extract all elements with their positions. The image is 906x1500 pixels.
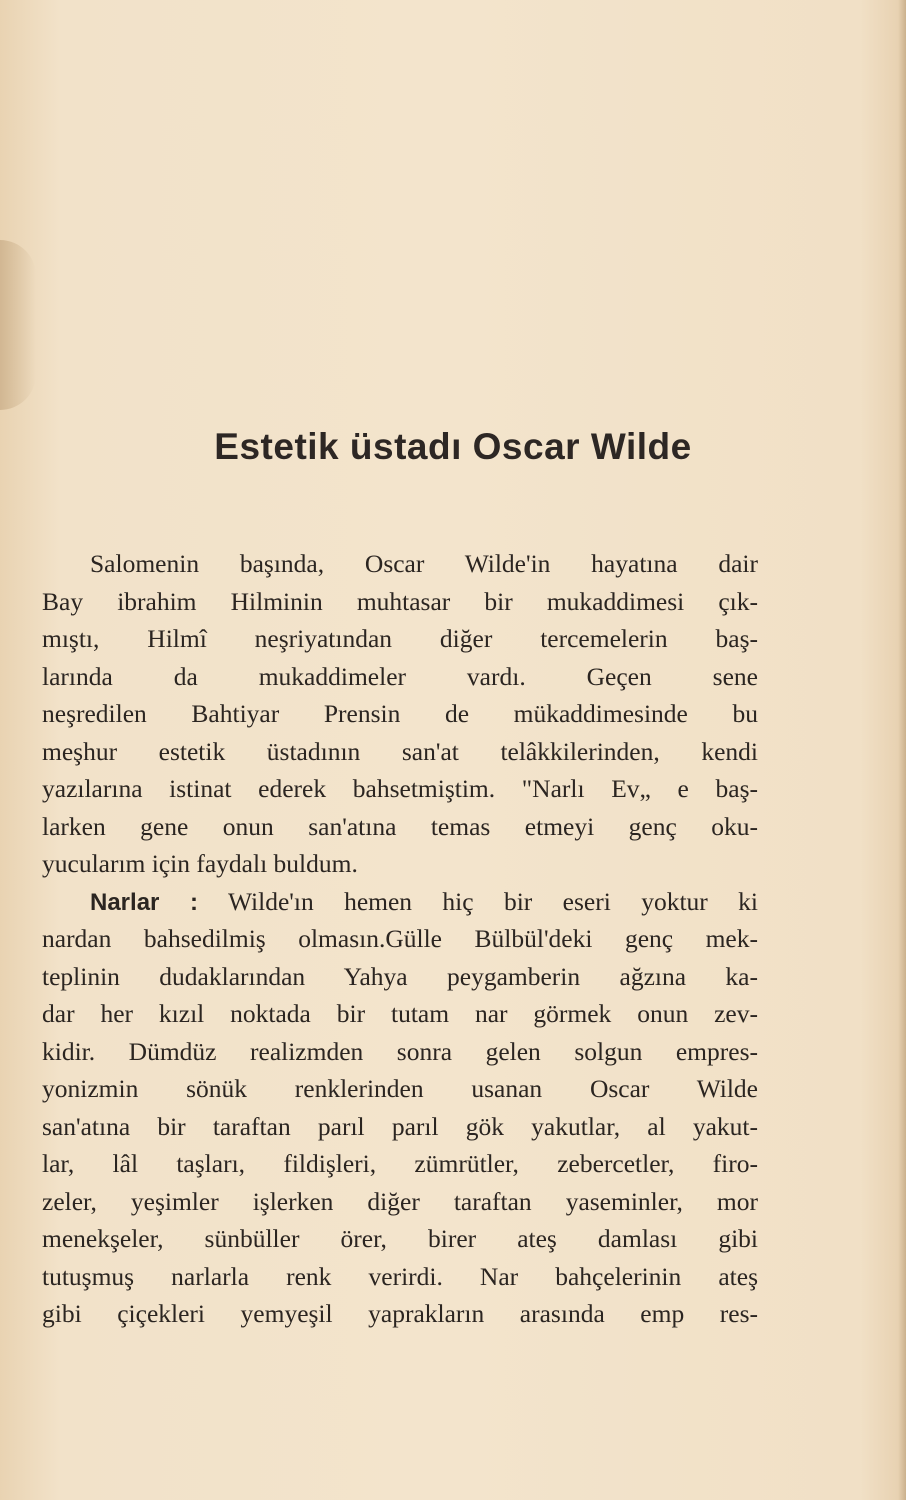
text-line: gibi çiçekleri yemyeşil yaprakların arasında emp res-	[42, 1299, 758, 1328]
page-stain	[0, 240, 36, 410]
text-line: nardan bahsedilmiş olmasın.Gülle Bülbül'deki genç mek-	[42, 924, 758, 953]
text-line: san'atına bir taraftan parıl parıl gök yakutlar, al yakut-	[42, 1111, 758, 1141]
text-line: larında da mukaddimeler vardı. Geçen sene	[42, 661, 758, 691]
text-line: tutuşmuş narlarla renk verirdi. Nar bahçelerinin ateş	[42, 1261, 758, 1291]
paragraph-first-line	[42, 883, 758, 921]
text-line: kidir. Dümdüz realizmden sonra gelen solgun empres-	[42, 1036, 758, 1066]
text-line: mıştı, Hilmî neşriyatından diğer tercemelerin baş-	[42, 624, 758, 653]
text-line: teplinin dudaklarından Yahya peygamberin ağzına ka-	[42, 961, 758, 991]
text-line: dar her kızıl noktada bir tutam nar görmek onun zev-	[42, 999, 758, 1028]
text-line: lar, lâl taşları, fildişleri, zümrütler, zebercetler, firo-	[42, 1149, 758, 1178]
section-lead: Narlar :	[90, 888, 199, 916]
text-line: Bay ibrahim Hilminin muhtasar bir mukaddimesi çık-	[42, 586, 758, 616]
text-line: yazılarına istinat ederek bahsetmiştim. "Narlı Ev„ e baş-	[42, 774, 758, 803]
text-line: yonizmin sönük renklerinden usanan Oscar Wilde	[42, 1074, 758, 1103]
text-line: Salomenin başında, Oscar Wilde'in hayatına dair	[90, 549, 758, 578]
body-text	[42, 545, 758, 1333]
text-line: menekşeler, sünbüller örer, birer ateş damlası gibi	[42, 1224, 758, 1253]
text-line: zeler, yeşimler işlerken diğer taraftan yaseminler, mor	[42, 1186, 758, 1216]
page-edge	[898, 0, 906, 1500]
text-line: larken gene onun san'atına temas etmeyi genç oku-	[42, 811, 758, 841]
text-line: neşredilen Bahtiyar Prensin de mükaddimesinde bu	[42, 699, 758, 728]
chapter-title: Estetik üstadı Oscar Wilde	[214, 426, 692, 467]
text-line: yucularım için faydalı buldum.	[42, 849, 358, 878]
text-fragment: Wilde'ın hemen hiç bir eseri yoktur ki	[227, 886, 758, 916]
text-line: meşhur estetik üstadının san'at telâkkilerinden, kendi	[42, 736, 758, 766]
